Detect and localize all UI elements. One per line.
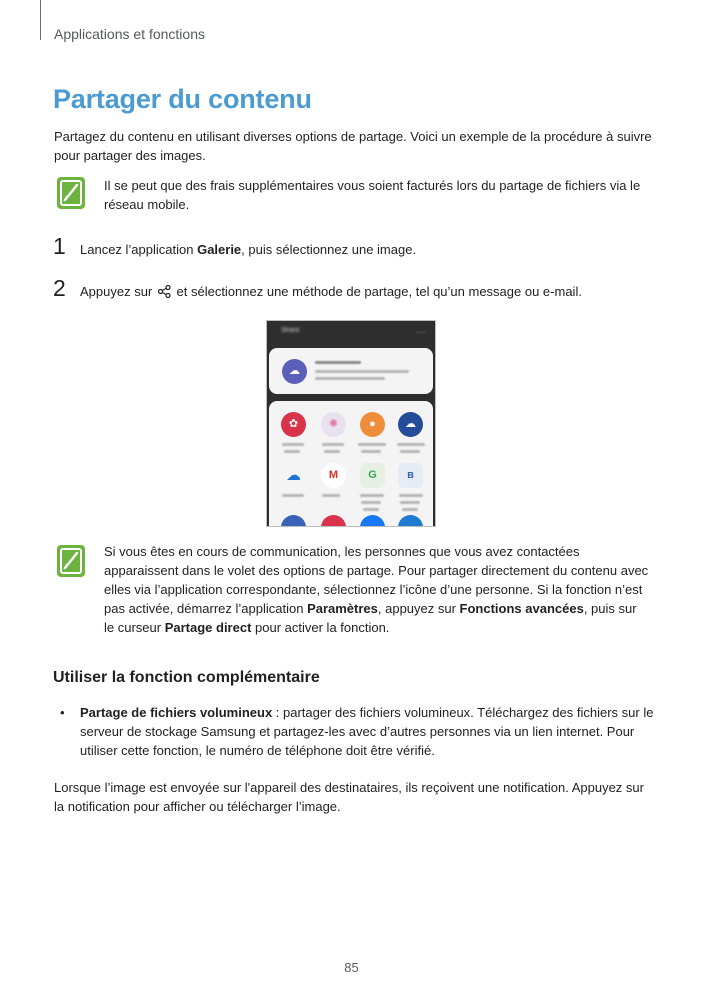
- link-share-icon: ☁: [282, 359, 307, 384]
- more-app-icon-2: [321, 515, 346, 527]
- onedrive-icon: ☁: [281, 463, 306, 488]
- gmail-icon: M: [321, 463, 346, 488]
- photos-icon: ✺: [321, 412, 346, 437]
- more-app-icon-3: [360, 515, 385, 527]
- intro-paragraph: Partagez du contenu en utilisant diverses options de partage. Voici un exemple de la procédure à suivre pour partager des images.: [54, 129, 652, 163]
- more-app-icon-1: [281, 515, 306, 527]
- cloud-upload-icon: ☁: [398, 412, 423, 437]
- large-file-share-card: [269, 348, 433, 394]
- section-header: Applications et fonctions: [54, 26, 205, 42]
- screenshot-title: Share: [281, 327, 300, 334]
- more-app-icon-4: [398, 515, 423, 527]
- header-rule: [40, 0, 41, 40]
- bluetooth-icon: ʙ: [398, 463, 423, 488]
- bullet-marker: •: [60, 705, 65, 720]
- step-number-2: 2: [53, 275, 66, 301]
- section-subheading: Utiliser la fonction complémentaire: [53, 669, 320, 686]
- closing-paragraph: Lorsque l’image est envoyée sur l'appareil des destinataires, ils reçoivent une notification. Appuyez sur la notification pour afficher ou télécharger l’image.: [54, 780, 644, 814]
- step-1-text: Lancez l’application Galerie, puis sélectionnez une image.: [80, 242, 417, 257]
- page-title: Partager du contenu: [53, 84, 312, 114]
- contacts-icon: ●: [360, 412, 385, 437]
- share-apps-grid: [269, 401, 433, 527]
- flower-app-icon: ✿: [281, 412, 306, 437]
- step-number-1: 1: [53, 233, 66, 259]
- bullet-large-files: Partage de fichiers volumineux : partager des fichiers volumineux. Téléchargez des fichiers sur le serveur de stockage Samsung et partagez-les avec d’autres personnes via un lien internet. Pour utiliser cette fonction, le numéro de téléphone doit être vérifié.: [80, 705, 654, 758]
- note-text-charges: Il se peut que des frais supplémentaires vous soient facturés lors du partage de fichiers via le réseau mobile.: [104, 178, 641, 212]
- page-number: 85: [344, 960, 359, 975]
- maps-icon: G: [360, 463, 385, 488]
- note-icon: [56, 176, 86, 210]
- screenshot-more-label: • • •: [416, 330, 425, 336]
- share-panel-screenshot: [266, 320, 436, 527]
- galerie-app-name: Galerie: [197, 242, 242, 257]
- note-text-direct-share: Si vous êtes en cours de communication, les personnes que vous avez contactées apparaissent dans le volet des options de partage. Pour partager directement du contenu avec elles via l’application correspondante, sélectionnez l’icône d’une personne. Si la fonction n’est pas activée, démarrez l’application Paramètres, appuyez sur Fonctions avancées, puis sur le curseur Partage direct pour activer la fonction.: [104, 544, 649, 635]
- step-2-text: Appuyez sur et sélectionnez une méthode de partage, tel qu’un message ou e-mail.: [80, 284, 582, 299]
- note-icon: [56, 544, 86, 578]
- share-icon: [158, 285, 171, 298]
